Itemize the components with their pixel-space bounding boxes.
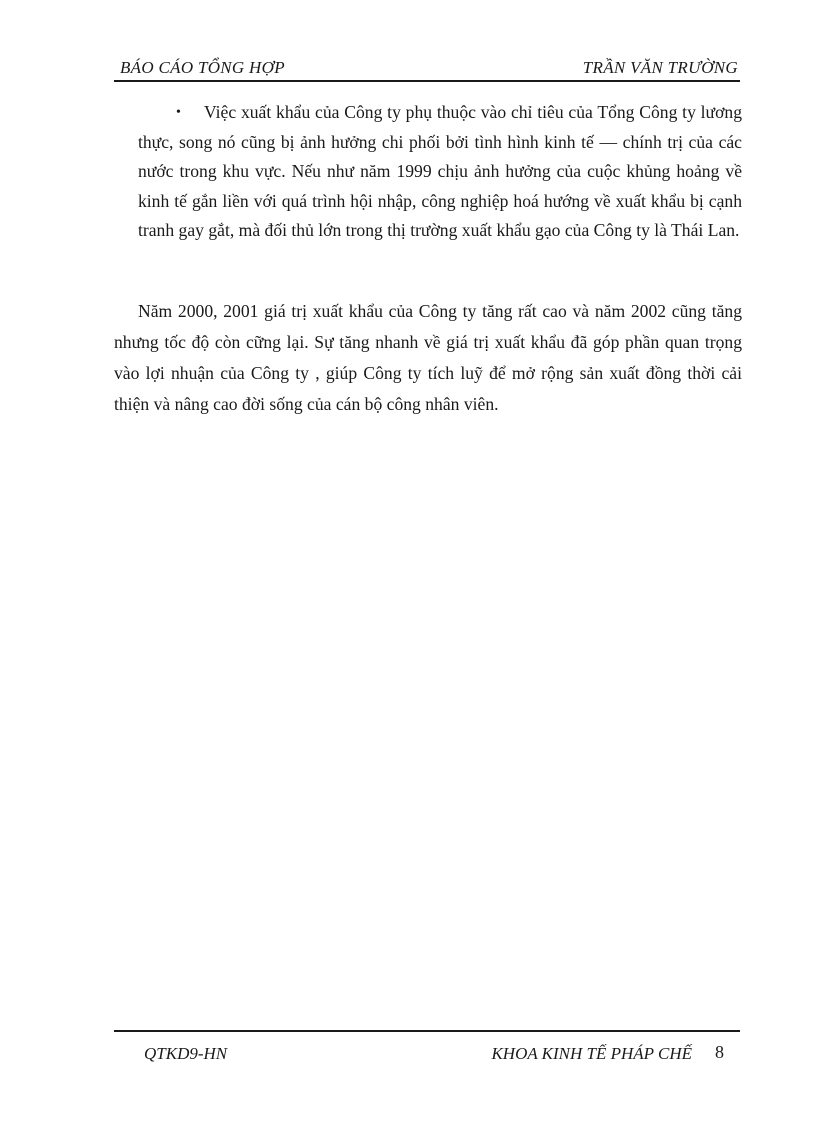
page-header bbox=[114, 54, 740, 82]
header-report-title: BÁO CÁO TỔNG HỢP bbox=[120, 58, 285, 77]
page-footer bbox=[114, 1030, 740, 1072]
header-author-name: TRẦN VĂN TRƯỜNG bbox=[582, 58, 738, 77]
footer-class-code: QTKD9-HN bbox=[144, 1044, 228, 1063]
bullet-item bbox=[138, 98, 742, 246]
bullet-icon: • bbox=[176, 105, 181, 120]
page-number: 8 bbox=[715, 1042, 724, 1062]
footer-department: KHOA KINH TẾ PHÁP CHẾ bbox=[491, 1044, 692, 1063]
body-paragraph: Năm 2000, 2001 giá trị xuất khẩu của Công ty tăng rất cao và năm 2002 cũng tăng nhưng tốc độ còn cững lại. Sự tăng nhanh về giá trị xuất khẩu đã góp phần quan trọng vào lợi nhuận của Công ty , giúp Công ty tích luỹ để mở rộng sản xuất đồng thời cải thiện và nâng cao đời sống của cán bộ công nhân viên. bbox=[114, 301, 742, 414]
bullet-paragraph: Việc xuất khẩu của Công ty phụ thuộc vào chỉ tiêu của Tổng Công ty lương thực, song nó cũng bị ảnh hưởng chi phối bởi tình hình kinh tế — chính trị của các nước trong khu vực. Nếu như năm 1999 chịu ảnh hưởng của cuộc khủng hoảng về kinh tế gắn liền với quá trình hội nhập, công nghiệp hoá hướng về xuất khẩu bị cạnh tranh gay gắt, mà đối thủ lớn trong thị trường xuất khẩu gạo của Công ty là Thái Lan. bbox=[138, 102, 742, 241]
page-content bbox=[138, 98, 742, 246]
